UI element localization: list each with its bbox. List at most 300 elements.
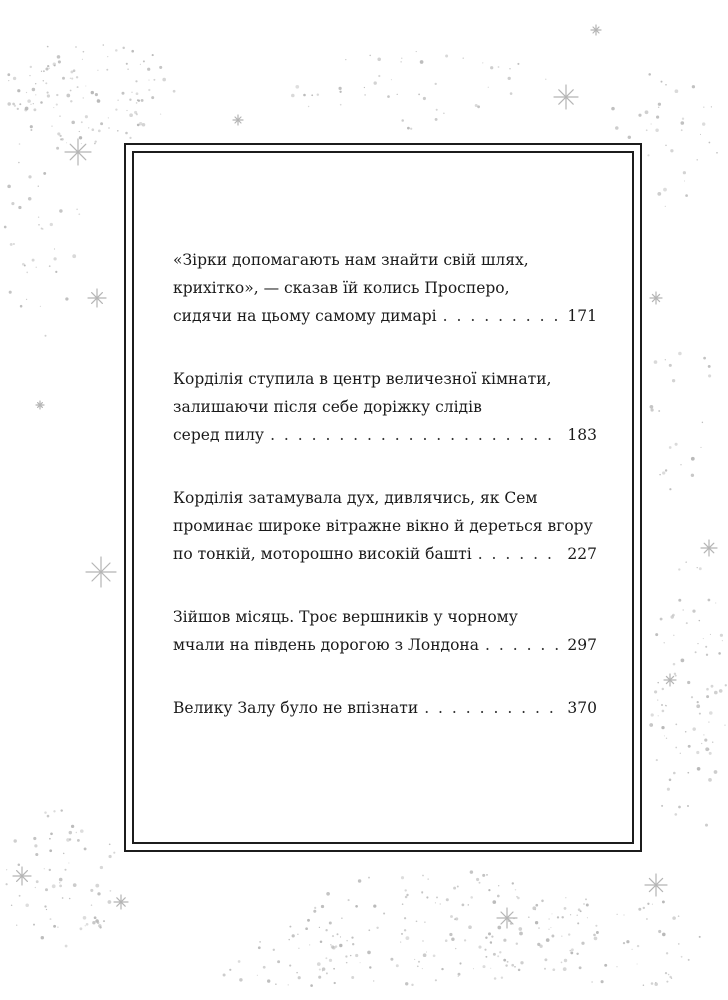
dust-dot xyxy=(692,609,695,612)
dust-dot xyxy=(722,640,723,641)
dust-dot xyxy=(661,805,663,807)
dust-dot xyxy=(19,895,21,897)
dust-dot xyxy=(482,965,485,968)
dust-dot xyxy=(446,898,449,901)
dust-dot xyxy=(491,935,493,937)
dust-dot xyxy=(710,634,711,635)
dust-dot xyxy=(482,874,485,877)
dust-dot xyxy=(42,228,43,229)
dust-dot xyxy=(449,933,452,936)
dust-dot xyxy=(257,975,258,976)
dust-dot xyxy=(682,609,684,611)
dust-dot xyxy=(162,78,166,82)
dust-dot xyxy=(516,942,518,944)
dust-dot xyxy=(317,93,319,95)
dust-dot xyxy=(549,918,550,919)
dust-dot xyxy=(696,751,699,754)
dust-dot xyxy=(322,967,326,971)
dust-dot xyxy=(333,968,335,970)
dust-dot xyxy=(32,259,35,262)
dust-dot xyxy=(405,896,408,899)
dust-dot xyxy=(673,663,676,666)
dust-dot xyxy=(22,263,25,266)
dust-dot xyxy=(617,914,618,915)
dust-dot xyxy=(152,54,154,56)
dust-dot xyxy=(673,635,674,636)
dust-dot xyxy=(229,969,231,971)
dust-dot xyxy=(714,770,718,774)
dust-dot xyxy=(275,983,277,985)
dust-dot xyxy=(563,967,567,971)
dust-dot xyxy=(258,946,261,949)
dust-dot xyxy=(148,80,149,81)
dust-dot xyxy=(45,82,47,84)
dust-dot xyxy=(458,973,461,976)
dust-dot xyxy=(313,910,316,913)
dust-dot xyxy=(647,154,649,156)
dust-dot xyxy=(54,248,55,249)
dust-dot xyxy=(709,142,711,144)
dust-dot xyxy=(703,734,704,735)
dust-dot xyxy=(113,852,115,854)
dust-dot xyxy=(601,980,604,983)
dust-dot xyxy=(702,122,705,125)
dust-dot xyxy=(17,89,20,92)
dust-dot xyxy=(421,892,423,894)
dust-dot xyxy=(79,136,82,139)
dust-dot xyxy=(83,97,84,98)
dust-dot xyxy=(678,599,681,602)
page-number: 370 xyxy=(567,699,597,717)
dust-dot xyxy=(350,955,351,956)
dust-dot xyxy=(561,962,563,964)
dust-dot xyxy=(702,422,703,423)
dust-dot xyxy=(55,271,57,273)
dust-dot xyxy=(422,940,423,941)
dust-dot xyxy=(680,121,684,125)
dust-dot xyxy=(596,931,599,934)
dust-dot xyxy=(34,844,37,847)
toc-entry[interactable] xyxy=(173,246,597,330)
dust-dot xyxy=(565,897,566,898)
dust-dot xyxy=(47,65,49,67)
dust-dot xyxy=(376,927,378,929)
dust-dot xyxy=(519,932,523,936)
dust-dot xyxy=(320,940,323,943)
dust-dot xyxy=(136,92,139,95)
dust-dot xyxy=(680,753,681,754)
dust-dot xyxy=(417,965,419,967)
dust-dot xyxy=(108,900,112,904)
dust-dot xyxy=(658,930,661,933)
dust-dot xyxy=(404,929,406,931)
dust-dot xyxy=(335,945,337,947)
dust-dot xyxy=(103,44,105,46)
dust-dot xyxy=(703,357,706,360)
dust-dot xyxy=(453,887,456,890)
dust-dot xyxy=(672,379,675,382)
dust-dot xyxy=(436,896,438,898)
dust-dot xyxy=(678,915,680,917)
dust-dot xyxy=(643,907,645,909)
dust-dot xyxy=(662,688,664,690)
dust-dot xyxy=(129,113,133,117)
toc-entry[interactable] xyxy=(173,694,597,722)
dust-dot xyxy=(57,55,61,59)
dust-dot xyxy=(714,691,718,695)
dust-dot xyxy=(373,980,374,981)
dust-dot xyxy=(49,265,51,267)
dust-dot xyxy=(675,675,677,677)
dust-dot xyxy=(135,80,137,82)
dust-dot xyxy=(406,936,410,940)
dust-dot xyxy=(484,949,486,951)
toc-entry-line: мчали на південь дорогою з Лондона xyxy=(173,636,480,654)
dust-dot xyxy=(628,136,631,139)
dust-dot xyxy=(410,128,412,130)
dust-dot xyxy=(47,46,49,48)
dust-dot xyxy=(66,142,67,143)
dust-dot xyxy=(669,488,671,490)
dust-dot xyxy=(85,115,88,118)
dust-dot xyxy=(117,99,118,100)
dust-dot xyxy=(681,659,685,663)
dot-leader xyxy=(270,421,561,449)
dust-dot xyxy=(514,966,516,968)
dust-dot xyxy=(18,162,20,164)
dust-dot xyxy=(295,85,299,89)
dust-dot xyxy=(406,894,408,896)
dust-dot xyxy=(669,446,672,449)
dust-dot xyxy=(646,918,648,920)
dust-dot xyxy=(348,899,350,901)
dust-dot xyxy=(33,108,36,111)
dust-dot xyxy=(508,77,511,80)
dust-dot xyxy=(317,962,321,966)
dust-dot xyxy=(497,926,501,930)
dust-dot xyxy=(459,962,461,964)
dust-dot xyxy=(683,171,686,174)
dust-dot xyxy=(19,103,21,105)
dust-dot xyxy=(44,811,47,814)
dust-dot xyxy=(77,86,79,88)
dust-dot xyxy=(326,892,330,896)
toc-entry-line: Корділія ступила в центр величезної кімнати, xyxy=(173,370,552,388)
dust-dot xyxy=(13,839,16,842)
dust-dot xyxy=(637,945,639,947)
dust-dot xyxy=(426,951,427,952)
dust-dot xyxy=(404,889,406,891)
dust-dot xyxy=(705,646,707,648)
dust-dot xyxy=(655,633,658,636)
dust-dot xyxy=(345,59,346,60)
dust-dot xyxy=(387,95,390,98)
dust-dot xyxy=(544,958,547,961)
dust-dot xyxy=(691,474,694,477)
dust-dot xyxy=(50,223,53,226)
dust-dot xyxy=(26,299,27,300)
dust-dot xyxy=(18,206,21,209)
dust-dot xyxy=(331,945,334,948)
dust-dot xyxy=(515,889,516,890)
dust-dot xyxy=(405,982,408,985)
dust-dot xyxy=(6,869,7,870)
dust-dot xyxy=(643,985,644,986)
dust-dot xyxy=(571,948,574,951)
dust-dot xyxy=(310,984,313,987)
dust-dot xyxy=(267,979,270,982)
dust-dot xyxy=(623,914,624,915)
toc-entry-line: Корділія затамувала дух, дивлячись, як Сем xyxy=(173,489,538,507)
dust-dot xyxy=(85,85,86,86)
dust-dot xyxy=(576,953,578,955)
dust-dot xyxy=(577,915,578,916)
dust-dot xyxy=(703,107,704,108)
dust-dot xyxy=(650,408,653,411)
dust-dot xyxy=(708,778,712,782)
dust-dot xyxy=(604,964,607,967)
dust-dot xyxy=(552,968,555,971)
dust-dot xyxy=(33,924,35,926)
dust-dot xyxy=(35,94,36,95)
dust-dot xyxy=(30,129,32,131)
dust-dot xyxy=(492,900,496,904)
dust-dot xyxy=(659,474,661,476)
dust-dot xyxy=(396,964,399,967)
dust-dot xyxy=(666,738,667,739)
dust-dot xyxy=(532,906,536,910)
dust-dot xyxy=(684,180,685,181)
dust-dot xyxy=(426,896,428,898)
dust-dot xyxy=(488,932,491,935)
dust-dot xyxy=(77,839,80,842)
dot-leader xyxy=(443,302,562,330)
dust-dot xyxy=(367,951,371,955)
dust-dot xyxy=(51,125,52,126)
dust-dot xyxy=(65,297,68,300)
dust-dot xyxy=(81,121,83,123)
dust-dot xyxy=(355,905,358,908)
dust-dot xyxy=(90,889,93,892)
dust-dot xyxy=(678,943,680,945)
dust-dot xyxy=(70,100,72,102)
dust-dot xyxy=(433,954,436,957)
dust-dot xyxy=(423,953,427,957)
page-number: 183 xyxy=(567,426,597,444)
dust-dot xyxy=(658,107,659,108)
sparkle-star-icon xyxy=(36,401,44,409)
dust-dot xyxy=(681,956,683,958)
dust-dot xyxy=(35,83,36,84)
dust-dot xyxy=(400,942,401,943)
dust-dot xyxy=(85,925,86,926)
dust-dot xyxy=(416,920,418,922)
dust-dot xyxy=(594,937,598,941)
dust-dot xyxy=(680,464,681,465)
dust-dot xyxy=(697,643,698,644)
dust-dot xyxy=(69,898,71,900)
dust-dot xyxy=(92,921,95,924)
sparkle-star-icon xyxy=(664,674,676,686)
dust-dot xyxy=(711,685,714,688)
dust-dot xyxy=(662,471,665,474)
dust-dot xyxy=(259,941,261,943)
dust-dot xyxy=(91,91,94,94)
dust-dot xyxy=(661,704,663,706)
dust-dot xyxy=(56,94,58,96)
dust-dot xyxy=(637,963,638,964)
dust-dot xyxy=(91,904,92,905)
dust-dot xyxy=(373,904,376,907)
dust-dot xyxy=(57,926,59,928)
toc-entry-line: по тонкій, моторошно високій башті xyxy=(173,545,472,563)
dust-dot xyxy=(107,56,108,57)
dust-dot xyxy=(151,96,154,99)
dust-dot xyxy=(339,91,341,93)
dust-dot xyxy=(463,57,464,58)
dust-dot xyxy=(10,243,13,246)
dust-dot xyxy=(8,80,9,81)
dot-leader xyxy=(485,631,561,659)
dust-dot xyxy=(40,101,43,104)
dust-dot xyxy=(517,63,519,65)
dust-dot xyxy=(63,853,65,855)
dust-dot xyxy=(122,92,125,95)
dust-dot xyxy=(65,945,68,948)
dust-dot xyxy=(307,919,310,922)
dust-dot xyxy=(94,143,96,145)
dust-dot xyxy=(62,77,65,80)
dust-dot xyxy=(681,129,683,131)
dust-dot xyxy=(277,960,280,963)
dust-dot xyxy=(700,134,701,135)
dust-dot xyxy=(358,879,361,882)
dust-dot xyxy=(35,887,36,888)
dust-dot xyxy=(106,69,108,71)
dust-dot xyxy=(28,175,31,178)
dust-dot xyxy=(498,885,499,886)
dust-dot xyxy=(95,140,97,142)
dust-dot xyxy=(675,89,679,93)
toc-entry[interactable] xyxy=(173,365,597,449)
dust-dot xyxy=(95,884,99,888)
dust-dot xyxy=(435,902,436,903)
dust-dot xyxy=(47,94,50,97)
dust-dot xyxy=(17,108,19,110)
toc-entry[interactable] xyxy=(173,484,597,568)
dust-dot xyxy=(46,909,47,910)
dust-dot xyxy=(326,972,328,974)
dust-dot xyxy=(488,889,490,891)
dust-dot xyxy=(697,767,701,771)
dust-dot xyxy=(494,977,497,980)
dust-dot xyxy=(648,73,651,76)
dust-dot xyxy=(657,682,659,684)
dust-dot xyxy=(468,904,470,906)
toc-entry[interactable] xyxy=(173,603,597,659)
dust-dot xyxy=(535,921,538,924)
dust-dot xyxy=(511,964,514,967)
dust-dot xyxy=(688,959,690,961)
dust-dot xyxy=(570,952,573,955)
dust-dot xyxy=(330,944,332,946)
dust-dot xyxy=(669,364,672,367)
dust-dot xyxy=(92,128,95,131)
dust-dot xyxy=(129,137,131,139)
dust-dot xyxy=(26,272,28,274)
dust-dot xyxy=(476,878,479,881)
dust-dot xyxy=(319,968,321,970)
dust-dot xyxy=(708,721,709,722)
dust-dot xyxy=(593,934,596,937)
dust-dot xyxy=(716,152,718,154)
dust-dot xyxy=(273,949,275,951)
dust-dot xyxy=(423,97,426,100)
dust-dot xyxy=(666,981,668,983)
dust-dot xyxy=(715,602,716,603)
dust-dot xyxy=(699,936,701,938)
dust-dot xyxy=(585,898,587,900)
dust-dot xyxy=(94,916,97,919)
dust-dot xyxy=(654,690,657,693)
dust-dot xyxy=(581,942,584,945)
dust-dot xyxy=(490,66,493,69)
dust-dot xyxy=(696,159,697,160)
dust-dot xyxy=(29,75,30,76)
dust-dot xyxy=(708,374,711,377)
dust-dot xyxy=(665,145,666,146)
dust-dot xyxy=(53,810,55,812)
dust-dot xyxy=(337,933,339,935)
dust-dot xyxy=(664,735,665,736)
dust-dot xyxy=(685,194,688,197)
dust-dot xyxy=(420,60,424,64)
dust-dot xyxy=(364,94,366,96)
dust-dot xyxy=(418,961,420,963)
dust-dot xyxy=(424,921,426,923)
dust-dot xyxy=(662,933,666,937)
dust-dot xyxy=(30,104,31,105)
table-of-contents xyxy=(173,246,597,722)
dust-dot xyxy=(360,962,361,963)
dust-dot xyxy=(334,982,336,984)
dust-dot xyxy=(712,741,713,742)
dust-dot xyxy=(71,121,75,125)
dust-dot xyxy=(338,87,341,90)
dust-dot xyxy=(126,110,127,111)
dust-dot xyxy=(13,243,15,245)
dust-dot xyxy=(137,124,140,127)
dust-dot xyxy=(651,713,654,716)
dust-dot xyxy=(591,981,592,982)
toc-entry-line: сидячи на цьому самому димарі xyxy=(173,307,437,325)
dust-dot xyxy=(364,87,365,88)
dust-dot xyxy=(351,976,354,979)
dust-dot xyxy=(706,654,708,656)
dust-dot xyxy=(490,968,491,969)
dust-dot xyxy=(401,58,402,59)
dust-dot xyxy=(238,960,241,963)
sparkle-star-icon xyxy=(13,867,31,885)
toc-entry-line: Зійшов місяць. Троє вершників у чорному xyxy=(173,608,518,626)
dust-dot xyxy=(352,943,354,945)
dust-dot xyxy=(303,94,306,97)
dust-dot xyxy=(44,868,45,869)
dust-dot xyxy=(720,634,723,637)
dust-dot xyxy=(709,711,713,715)
dust-dot xyxy=(688,745,691,748)
dust-dot xyxy=(675,443,678,446)
